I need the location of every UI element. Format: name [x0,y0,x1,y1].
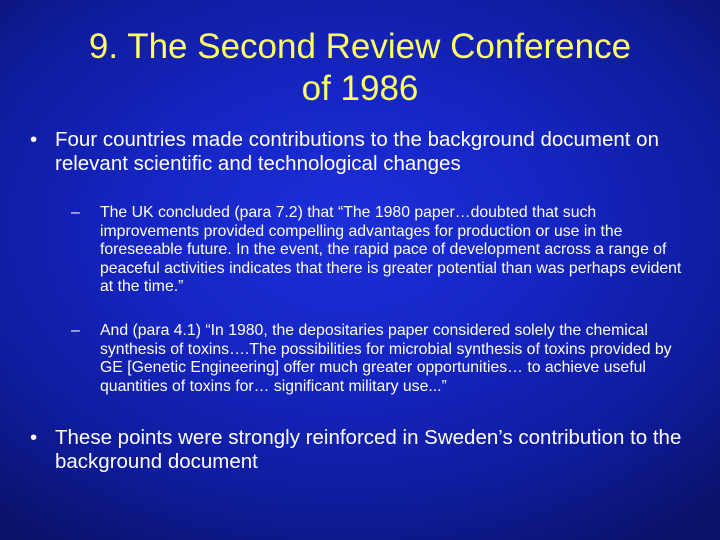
subpoint-text: The UK concluded (para 7.2) that “The 1980 paper…doubted that such improvements provided compelling advantages for production or use in the foreseeable future. In the event, the rapid pace of development across a range of peaceful activities indicates that there is greater potential than was perhaps evident at the time.” [100,204,682,296]
bullet-item-1 [30,128,690,176]
subpoint-marker: – [71,322,80,339]
bullet-item-2 [30,426,690,474]
slide-title-line-2: of 1986 [301,69,419,108]
bullet-text: These points were strongly reinforced in Sweden’s contribution to the background document [55,426,682,473]
subpoint-marker: – [71,204,80,221]
subpoint-item-2 [71,322,690,396]
bullet-marker: • [30,128,38,151]
bullet-text: Four countries made contributions to the background document on relevant scientific and technological changes [55,128,659,175]
slide-title [30,26,690,110]
subpoint-item-1 [71,204,690,297]
bullet-marker: • [30,426,38,449]
subpoint-text: And (para 4.1) “In 1980, the depositaries paper considered solely the chemical synthesis of toxins….The possibilities for microbial synthesis of toxins provided by GE [Genetic Engineering] offer much greater opportunities… to achieve useful quantities of toxins for… significant military use...” [100,322,672,395]
slide-title-line-1: 9. The Second Review Conference [88,27,632,66]
